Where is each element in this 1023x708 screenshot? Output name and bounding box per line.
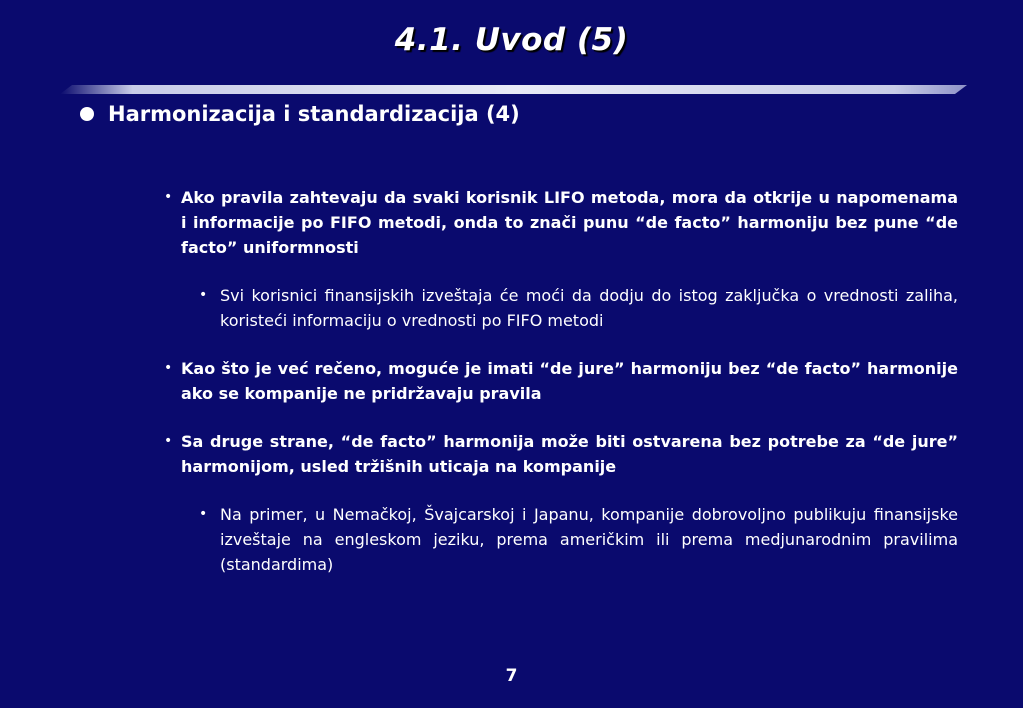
section-heading	[80, 102, 520, 126]
list-item	[199, 502, 958, 577]
bullet-icon: •	[164, 189, 173, 205]
title-underline	[60, 85, 967, 94]
list-item	[164, 356, 958, 406]
list-item	[164, 429, 958, 479]
list-item-text: Svi korisnici finansijskih izveštaja će moći da dodju do istog zaključka o vrednosti zaliha, koristeći informaciju o vrednosti po FIFO metodi	[220, 286, 958, 330]
bullet-icon: •	[164, 433, 173, 449]
bullet-icon: •	[164, 360, 173, 376]
slide-title: 4.1. Uvod (5)	[394, 22, 629, 58]
list-item-text: Ako pravila zahtevaju da svaki korisnik LIFO metoda, mora da otkrije u napomenama i informacije po FIFO metodi, onda to znači punu “de facto” harmoniju bez pune “de facto” uniformnosti	[181, 188, 958, 257]
list-item-text: Kao što je već rečeno, moguće je imati “de jure” harmoniju bez “de facto” harmonije ako se kompanije ne pridržavaju pravila	[181, 359, 958, 403]
list-item-text: Na primer, u Nemačkoj, Švajcarskoj i Japanu, kompanije dobrovoljno publikuju finansijske izveštaje na engleskom jeziku, prema američkim ili prema medjunarodnim pravilima (standardima)	[220, 505, 958, 574]
bullet-icon: •	[199, 287, 208, 303]
page-number: 7	[505, 666, 518, 686]
bullet-icon: •	[199, 506, 208, 522]
list-item	[199, 283, 958, 333]
bullet-dot-icon	[80, 107, 94, 121]
bullet-list	[160, 185, 958, 577]
section-heading-text: Harmonizacija i standardizacija (4)	[108, 102, 520, 126]
list-item	[164, 185, 958, 260]
list-item-text: Sa druge strane, “de facto” harmonija može biti ostvarena bez potrebe za “de jure” harmonijom, usled tržišnih uticaja na kompanije	[181, 432, 958, 476]
